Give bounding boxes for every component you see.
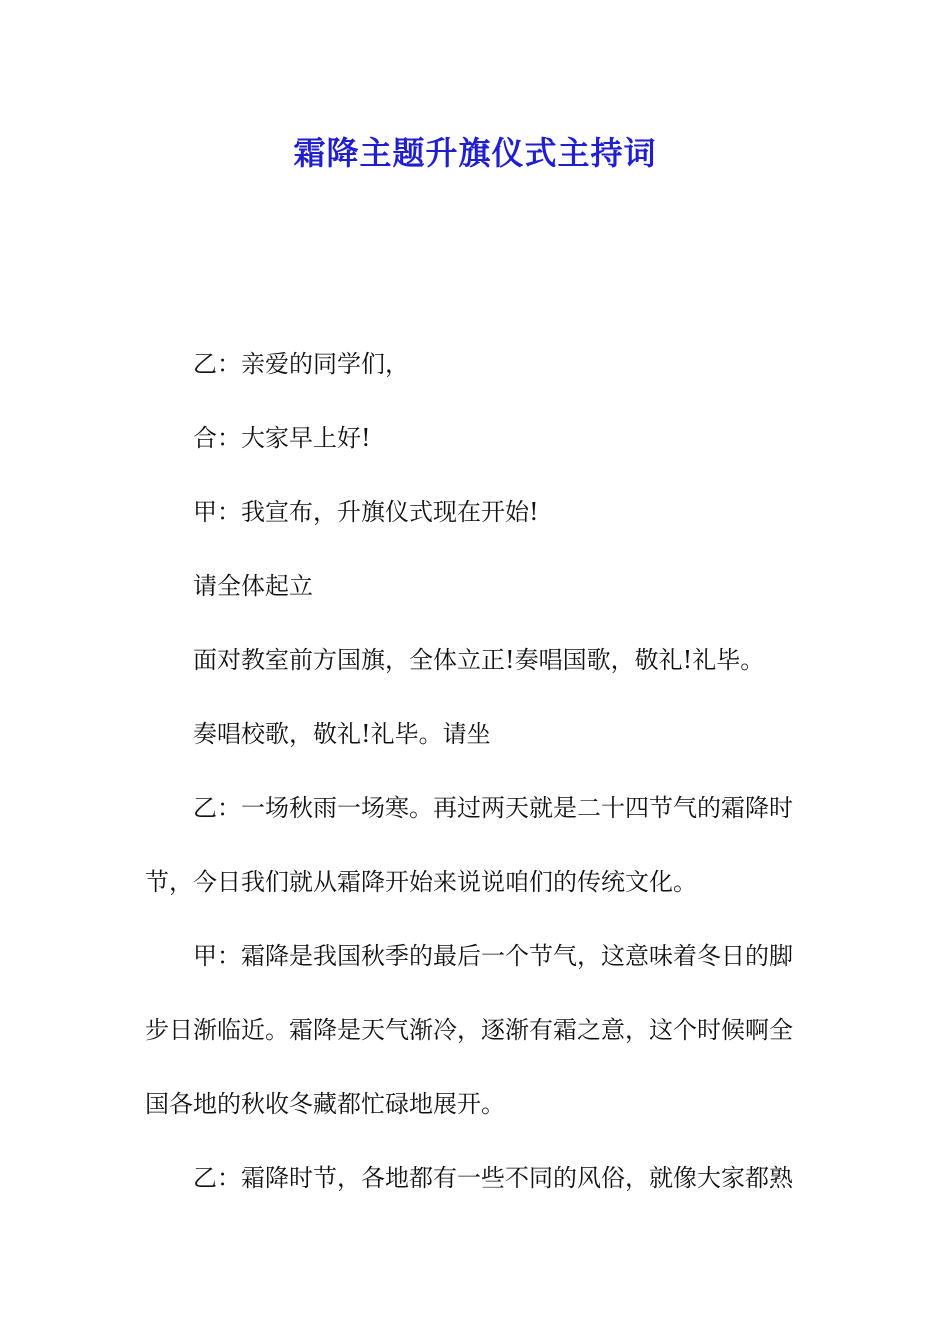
paragraph-line: 甲：霜降是我国秋季的最后一个节气，这意味着冬日的脚	[193, 942, 793, 970]
paragraph-line: 节，今日我们就从霜降开始来说说咱们的传统文化。	[145, 868, 697, 896]
paragraph-line: 乙：一场秋雨一场寒。再过两天就是二十四节气的霜降时	[193, 794, 793, 822]
paragraph-line: 面对教室前方国旗，全体立正!奏唱国歌，敬礼!礼毕。	[193, 646, 765, 674]
paragraph-line: 乙：亲爱的同学们，	[193, 350, 409, 378]
document-body	[145, 340, 810, 1228]
paragraph-line: 合：大家早上好!	[193, 424, 371, 452]
paragraph-line: 甲：我宣布，升旗仪式现在开始!	[193, 498, 539, 526]
paragraph-line: 奏唱校歌，敬礼!礼毕。请坐	[193, 720, 491, 748]
document-title: 霜降主题升旗仪式主持词	[293, 134, 657, 172]
paragraph-line: 步日渐临近。霜降是天气渐冷，逐渐有霜之意，这个时候啊全	[145, 1016, 793, 1044]
paragraph-line: 国各地的秋收冬藏都忙碌地展开。	[145, 1090, 505, 1118]
paragraph-line: 请全体起立	[193, 572, 313, 600]
paragraph-line: 乙：霜降时节，各地都有一些不同的风俗，就像大家都熟	[193, 1164, 793, 1192]
